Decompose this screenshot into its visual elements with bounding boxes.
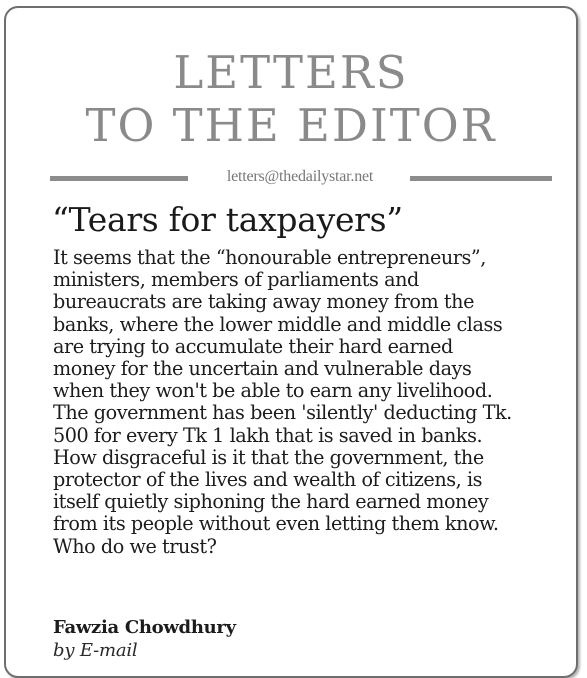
letter-headline: “Tears for taxpayers” bbox=[52, 200, 403, 239]
letter-body-line: It seems that the “honourable entrepreneurs”, bbox=[53, 246, 486, 269]
letter-submission-method: by E-mail bbox=[53, 640, 138, 661]
section-title-line-2: TO THE EDITOR bbox=[85, 99, 497, 152]
letter-body-line: protector of the lives and wealth of citizens, is bbox=[53, 468, 483, 492]
letter-body-line: money for the uncertain and vulnerable days bbox=[53, 357, 472, 381]
letter-body-line: banks, where the lower middle and middle class bbox=[53, 312, 503, 336]
letter-body-line: when they won't be able to earn any livelihood. bbox=[53, 379, 493, 403]
letter-body-line: from its people without even letting them know. bbox=[53, 512, 499, 536]
letter-body-line: How disgraceful is it that the government, the bbox=[53, 445, 484, 469]
divider-left bbox=[50, 176, 188, 181]
letter-author: Fawzia Chowdhury bbox=[53, 617, 236, 638]
letter-body-line: 500 for every Tk 1 lakh that is saved in banks. bbox=[53, 423, 483, 447]
letter-body-line: Who do we trust? bbox=[53, 534, 217, 558]
letter-body bbox=[53, 247, 587, 558]
section-title bbox=[6, 46, 576, 152]
section-title-line-1: LETTERS bbox=[173, 46, 409, 99]
email-row bbox=[50, 168, 552, 190]
letter-clipping bbox=[4, 6, 578, 678]
divider-right bbox=[410, 176, 552, 181]
letter-body-line: are trying to accumulate their hard earned bbox=[53, 334, 453, 358]
letter-body-line: bureaucrats are taking away money from the bbox=[53, 290, 474, 314]
editor-email: letters@thedailystar.net bbox=[226, 168, 374, 185]
letter-body-line: The government has been 'silently' deducting Tk. bbox=[53, 401, 512, 425]
letter-body-line: itself quietly siphoning the hard earned money bbox=[53, 490, 489, 514]
letter-body-line: ministers, members of parliaments and bbox=[53, 268, 419, 292]
